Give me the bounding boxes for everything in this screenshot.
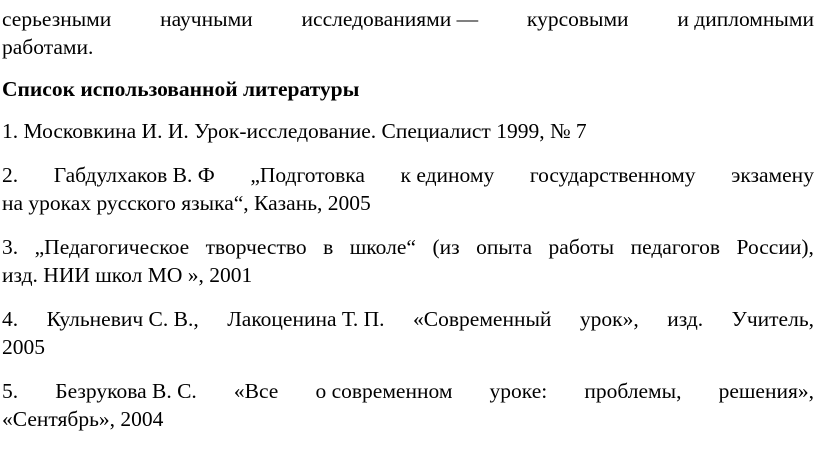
reference-word: 3. — [2, 235, 19, 259]
reference-word: 4. — [2, 307, 19, 331]
reference-word: Габдулхаков В. Ф — [53, 163, 215, 187]
reference-4-line-2: 2005 — [2, 335, 45, 359]
reference-word: о современном — [315, 379, 453, 403]
intro-word: и дипломными — [677, 7, 814, 31]
reference-word: Учитель, — [731, 307, 814, 331]
intro-word: исследованиями — — [301, 7, 479, 31]
reference-word: в — [323, 235, 334, 259]
reference-3-line-2: изд. НИИ школ МО », 2001 — [2, 263, 253, 287]
reference-5-line-1 — [2, 378, 814, 404]
reference-word: к единому — [400, 163, 495, 187]
reference-word: решения», — [718, 379, 814, 403]
reference-2-line-2: на уроках русского языка“, Казань, 2005 — [2, 191, 371, 215]
reference-1 — [2, 118, 814, 144]
reference-word: Кульневич С. В., — [46, 307, 199, 331]
references-heading: Список использованной литературы — [2, 77, 360, 101]
reference-word: творчество — [205, 235, 307, 259]
reference-word: государственному — [529, 163, 696, 187]
intro-word: серьезными — [2, 7, 112, 31]
reference-word: школе“ — [349, 235, 416, 259]
reference-word: 1. — [2, 119, 19, 143]
reference-word: Московкина И. И. — [23, 119, 189, 143]
reference-word: Безрукова В. С. — [55, 379, 197, 403]
intro-line-2: работами. — [2, 35, 94, 59]
reference-word: Урок-исследование. — [194, 119, 377, 143]
reference-3-line-1 — [2, 234, 814, 260]
intro-line-1 — [2, 6, 814, 32]
reference-word: экзамену — [731, 163, 814, 187]
reference-2-line-1 — [2, 162, 814, 188]
reference-word: Лакоценина Т. П. — [227, 307, 385, 331]
reference-word: 2. — [2, 163, 19, 187]
reference-word: «Все — [233, 379, 279, 403]
reference-word: 5. — [2, 379, 19, 403]
reference-word: урок», — [579, 307, 639, 331]
reference-word: (из — [432, 235, 460, 259]
intro-word: курсовыми — [526, 7, 629, 31]
reference-word: опыта — [476, 235, 533, 259]
reference-word: уроке: — [489, 379, 548, 403]
reference-word: работы — [548, 235, 615, 259]
reference-word: „Педагогическое — [34, 235, 190, 259]
reference-word: педагогов — [630, 235, 721, 259]
reference-word: «Современный — [413, 307, 552, 331]
intro-word: научными — [160, 7, 253, 31]
reference-word: изд. — [667, 307, 704, 331]
reference-word: проблемы, — [584, 379, 682, 403]
reference-word: „Подготовка — [250, 163, 365, 187]
reference-5-line-2: «Сентябрь», 2004 — [2, 407, 164, 431]
document-page — [2, 0, 814, 472]
reference-word: России), — [736, 235, 814, 259]
reference-4-line-1 — [2, 306, 814, 332]
reference-word: Специалист 1999, № 7 — [381, 119, 587, 143]
